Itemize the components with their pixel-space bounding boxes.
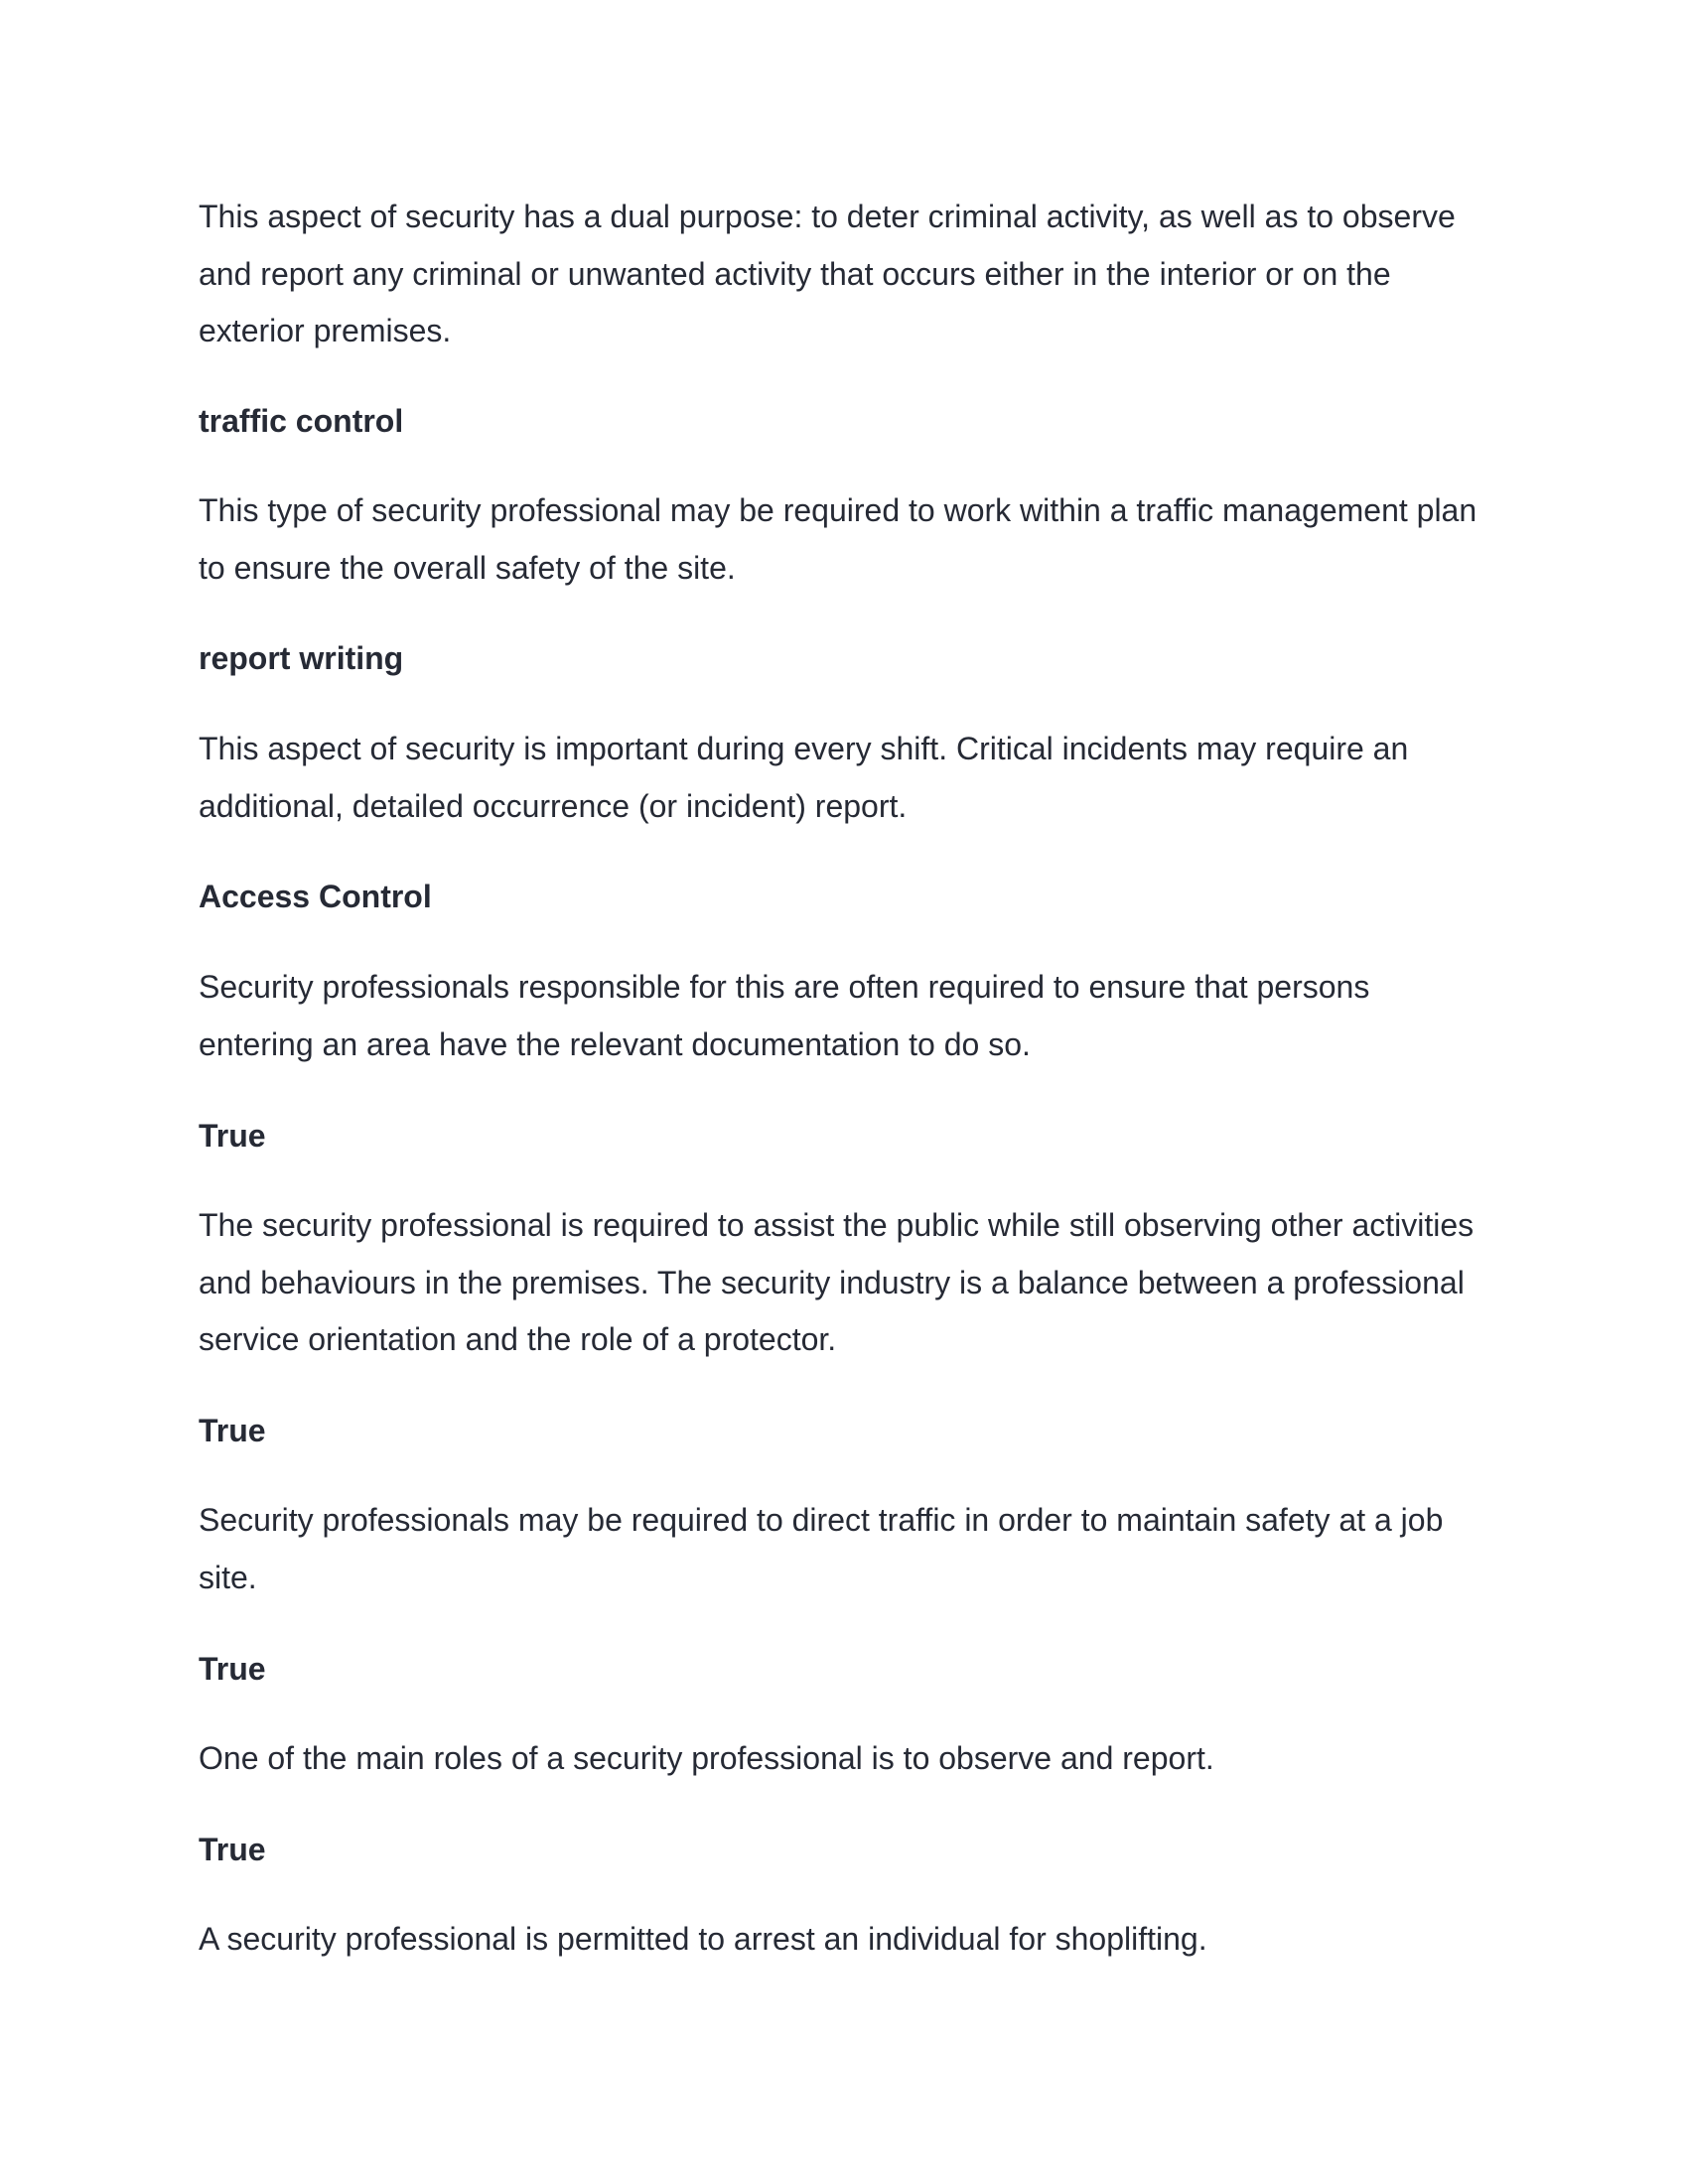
paragraph-arrest: A security professional is permitted to arrest an individual for shoplifting.: [199, 1921, 1207, 1957]
paragraph-observe-report: One of the main roles of a security professional is to observe and report.: [199, 1740, 1214, 1776]
paragraph-dual-purpose: This aspect of security has a dual purpose: to deter criminal activity, as well as to observe and report any criminal or unwanted activity that occurs either in the interior or on the exterior premises.: [199, 199, 1456, 348]
heading-true-3: True: [199, 1651, 266, 1687]
heading-true-2: True: [199, 1413, 266, 1448]
heading-true-4: True: [199, 1832, 266, 1867]
heading-access-control: Access Control: [199, 879, 432, 914]
heading-traffic-control: traffic control: [199, 403, 404, 439]
paragraph-traffic-management: This type of security professional may be required to work within a traffic management plan to ensure the overall safety of the site.: [199, 492, 1477, 586]
paragraph-assist-public: The security professional is required to assist the public while still observing other activities and behaviours in the premises. The security industry is a balance between a professional service orientation and the role of a protector.: [199, 1207, 1475, 1357]
heading-report-writing: report writing: [199, 640, 404, 676]
paragraph-every-shift: This aspect of security is important during every shift. Critical incidents may require an additional, detailed occurrence (or incident) report.: [199, 731, 1409, 824]
paragraph-direct-traffic: Security professionals may be required to direct traffic in order to maintain safety at a job site.: [199, 1502, 1444, 1595]
paragraph-documentation: Security professionals responsible for this are often required to ensure that persons entering an area have the relevant documentation to do so.: [199, 969, 1370, 1062]
heading-true-1: True: [199, 1118, 266, 1154]
